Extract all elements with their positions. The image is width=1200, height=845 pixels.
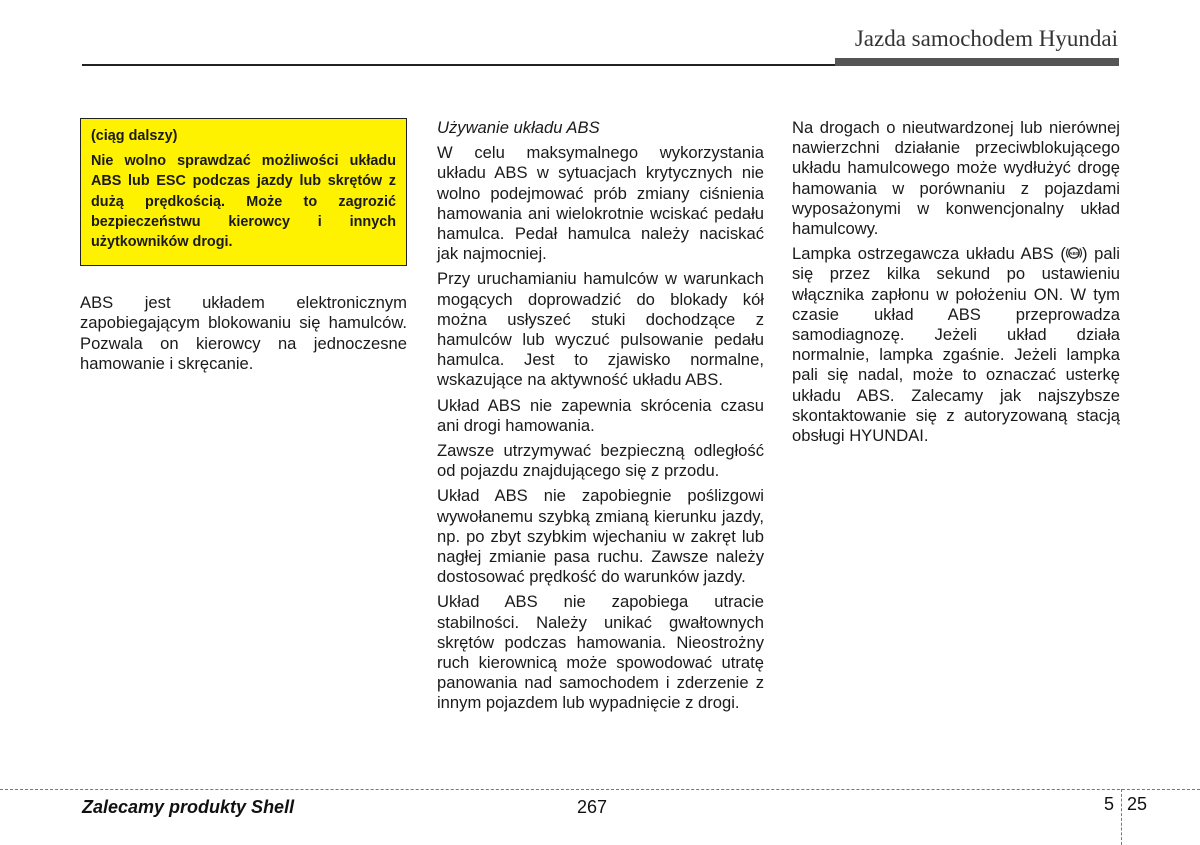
lamp-text-after: ) pali się przez kilka sekund po ustawieniu włącznika zapłonu w położeniu ON. W tym czasie układ ABS przeprowadza samodiagnozę. Jeżeli układ działa normalnie, lampka zgaśnie. Jeżeli lampka pali się nadal, może to oznaczać usterkę układu ABS. Zalecamy jak najszybsze skontaktowanie się z autoryzowaną stacją obsługi HYUNDAI. bbox=[792, 244, 1120, 446]
footer-section-number: 5 bbox=[1104, 794, 1115, 814]
footer-divider bbox=[1121, 789, 1122, 845]
footer-brand: Zalecamy produkty Shell bbox=[82, 797, 295, 817]
paragraph: Zawsze utrzymywać bezpieczną odległość od pojazdu znajdującego się z przodu. bbox=[437, 441, 764, 481]
section-heading: Używanie układu ABS bbox=[437, 118, 600, 137]
warning-continued-label: (ciąg dalszy) bbox=[91, 128, 178, 144]
paragraph: Układ ABS nie zapobiega utracie stabilności. Należy unikać gwałtownych skrętów podczas hamowania. Nieostrożny ruch kierownicą może spowodować utratę panowania nad samochodem i zderzenie z innym pojazdem lub wypadnięcie z drogi. bbox=[437, 592, 764, 713]
abs-lamp-paragraph bbox=[792, 244, 1120, 446]
header-title: Jazda samochodem Hyundai bbox=[854, 26, 1118, 51]
column-middle bbox=[437, 118, 764, 719]
column-right bbox=[792, 118, 1120, 451]
paragraph: Przy uruchamianiu hamulców w warunkach mogących doprowadzić do blokady kół można usłyszeć stuki dochodzące z hamulców lub wyczuć pulsowanie pedału hamulca. Jest to zjawisko normalne, wskazujące na aktywność układu ABS. bbox=[437, 269, 764, 390]
paragraph: Na drogach o nieutwardzonej lub nierównej nawierzchni działanie przeciwblokującego układu hamulcowego może wydłużyć drogę hamowania w porównaniu z pojazdami wyposażonymi w konwencjonalny układ hamulcowy. bbox=[792, 118, 1120, 239]
abs-intro-paragraph: ABS jest układem elektronicznym zapobiegającym blokowaniu się hamulców. Pozwala on kierowcy na jednoczesne hamowanie i skręcanie. bbox=[80, 293, 407, 373]
warning-box bbox=[80, 118, 407, 266]
paragraph: Układ ABS nie zapewnia skrócenia czasu ani drogi hamowania. bbox=[437, 395, 764, 435]
warning-text: Nie wolno sprawdzać możliwości układu ABS lub ESC podczas jazdy lub skrętów z dużą prędkością. Może to zagrozić bezpieczeństwu kierowcy i innych użytkowników drogi. bbox=[91, 153, 396, 251]
lamp-text-before: Lampka ostrzegawcza układu ABS ( bbox=[792, 244, 1066, 264]
header-accent-bar bbox=[835, 58, 1119, 66]
footer-section-page: 25 bbox=[1127, 794, 1148, 814]
paragraph: W celu maksymalnego wykorzystania układu ABS w sytuacjach krytycznych nie wolno podejmować prób zmiany ciśnienia hamowania ani wielokrotnie wciskać pedału hamulca. Pedał hamulca należy naciskać jak najmocniej. bbox=[437, 143, 764, 264]
abs-warning-icon bbox=[1066, 245, 1082, 261]
column-left bbox=[80, 118, 407, 379]
paragraph: Układ ABS nie zapobiegnie poślizgowi wywołanemu szybką zmianą kierunku jazdy, np. po zbyt szybkim wjechaniu w zakręt lub nagłej zmianie pasa ruchu. Zawsze należy dostosować prędkość do warunków jazdy. bbox=[437, 486, 764, 587]
footer-rule bbox=[0, 789, 1200, 790]
footer-page-number: 267 bbox=[577, 797, 608, 817]
abs-icon-label: ABS bbox=[1069, 251, 1079, 257]
